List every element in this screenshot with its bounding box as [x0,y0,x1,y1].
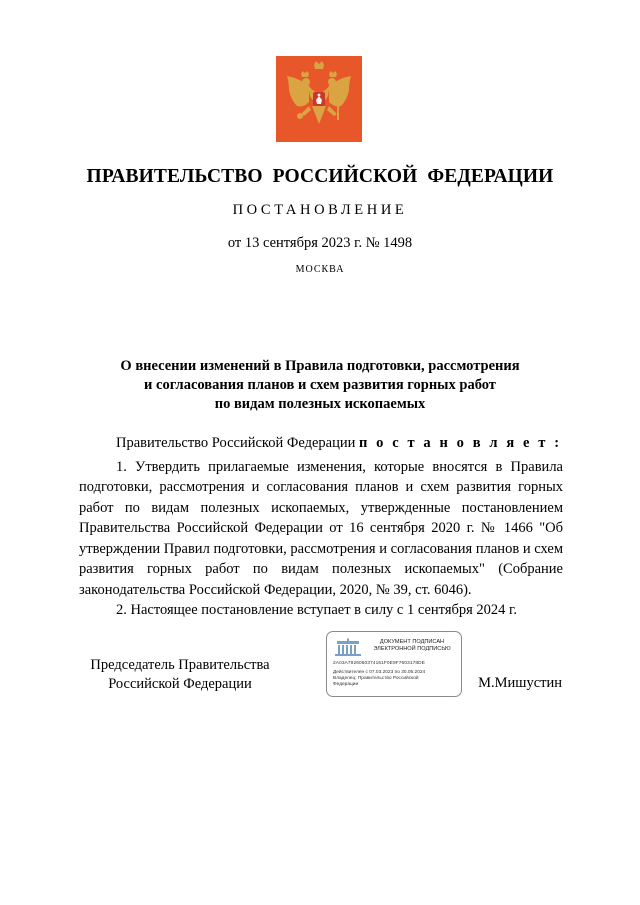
preamble-text: Правительство Российской Федерации [116,435,359,451]
signer-name: М.Мишустин [478,675,562,691]
stamp-header-line-2: ЭЛЕКТРОННОЙ ПОДПИСЬЮ [373,646,451,653]
stamp-header-line-1: ДОКУМЕНТ ПОДПИСАН [379,639,445,645]
document-date-number: от 13 сентября 2023 г. № 1498 [227,235,413,251]
stamp-validity [333,670,459,688]
stamp-owner-line-1: Владелец: Правительство Российской [333,676,419,681]
document-heading [80,357,560,414]
heading-line-3: по видам полезных ископаемых [214,396,426,412]
document-city: МОСКВА [295,264,345,275]
electronic-signature-stamp [326,631,462,697]
coat-of-arms-emblem [276,56,362,142]
stamp-valid-period: Действителен с 07.03.2023 по 30.05.2024 [333,670,426,675]
preamble-decree-word: п о с т а н о в л я е т : [358,435,562,451]
stamp-header [365,639,459,654]
government-building-icon [333,638,363,658]
heading-line-2: и согласования планов и схем развития горных работ [144,377,496,393]
paragraph-2: 2. Настоящее постановление вступает в силу с 1 сентября 2024 г. [116,602,517,618]
document-body [79,433,563,621]
signer-position-line-1: Председатель Правительства [90,657,270,673]
preamble [79,433,563,454]
signer-position [80,656,280,694]
document-type: ПОСТАНОВЛЕНИЕ [232,202,408,218]
government-name: ПРАВИТЕЛЬСТВО РОССИЙСКОЙ ФЕДЕРАЦИИ [86,166,554,187]
signer-position-line-2: Российской Федерации [108,676,252,692]
double-headed-eagle-icon [276,56,362,142]
stamp-certificate-id: 2A03A7926060374161F0E9F7603178DE [333,661,426,666]
paragraph-1: 1. Утвердить прилагаемые изменения, которые вносятся в Правила подготовки, рассмотрения и согласования планов и схем развития горных работ по видам полезных ископаемых, утвержденные постановлением Правительства Российской Федерации от 16 сентября 2020 г. № 1466 "Об утверждении Правил подготовки, рассмотрения и согласования планов и схем развития горных работ по видам полезных ископаемых" (Собрание законодательства Российской Федерации, 2020, № 39, ст. 6046). [79,458,563,598]
stamp-owner-line-2: Федерации [333,682,359,687]
heading-line-1: О внесении изменений в Правила подготовки, рассмотрения [120,358,520,374]
